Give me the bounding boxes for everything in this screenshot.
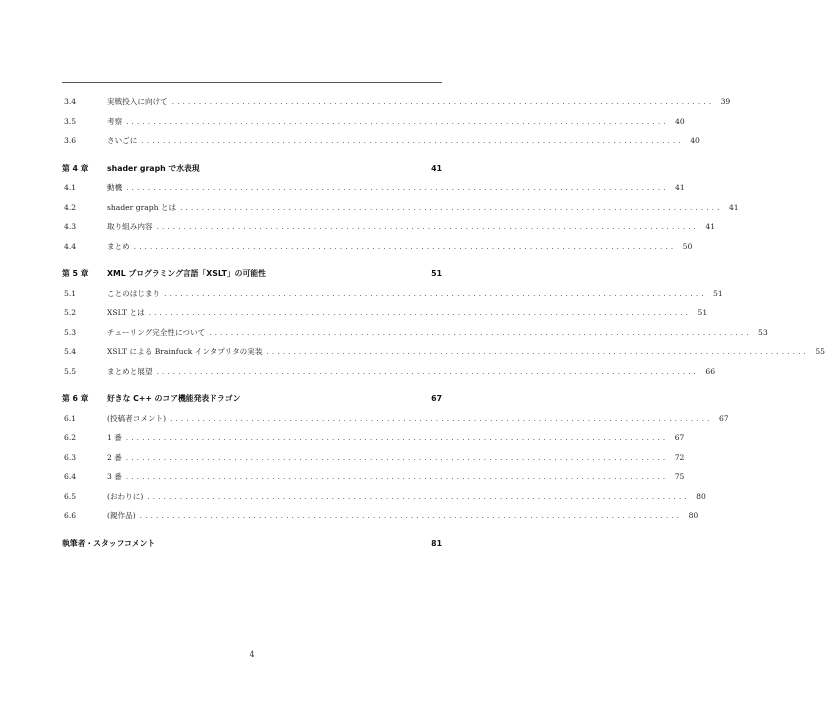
toc-entry-title: 動機 bbox=[107, 183, 123, 192]
toc-entry-title: XSLT による Brainfuck インタプリタの実装 bbox=[107, 347, 263, 356]
dot-leader: .................................................................................................... bbox=[148, 309, 692, 317]
toc-entry-page: 66 bbox=[705, 366, 716, 376]
dot-leader: .................................................................................................... bbox=[125, 434, 669, 442]
toc-entry-page: 41 bbox=[728, 202, 739, 212]
toc-entry-number: 5.1 bbox=[64, 288, 77, 298]
toc-entry-3-5[interactable] bbox=[62, 112, 685, 132]
dot-leader: .................................................................................................... bbox=[125, 453, 669, 462]
toc-entry-page: 51 bbox=[697, 308, 708, 317]
dot-leader: .................................................................................................... bbox=[139, 512, 683, 520]
toc-entry-number: 4.3 bbox=[64, 222, 77, 231]
dot-leader: .................................................................................................... bbox=[164, 289, 707, 298]
dot-leader: .................................................................................................... bbox=[147, 492, 690, 501]
toc-entry-page: 41 bbox=[705, 222, 716, 231]
toc-entry-title: shader graph とは bbox=[107, 202, 177, 212]
toc-chapter-4[interactable] bbox=[62, 159, 442, 179]
toc-entry-6-5[interactable] bbox=[62, 487, 706, 507]
toc-entry-title: 取り組み内容 bbox=[107, 222, 153, 231]
toc-entry-number: 4.2 bbox=[64, 202, 77, 212]
toc-entry-title: チューリング完全性について bbox=[107, 327, 206, 337]
toc-entry-4-4[interactable] bbox=[62, 237, 693, 257]
toc-entry-title: (おわりに) bbox=[107, 491, 144, 501]
closing-title: 執筆者・スタッフコメント bbox=[62, 538, 156, 548]
toc-entry-number: 4.4 bbox=[64, 241, 77, 251]
toc-entry-3-4[interactable] bbox=[62, 92, 731, 112]
chapter-title: shader graph で水表現 bbox=[107, 163, 200, 173]
chapter-number: 第 4 章 bbox=[62, 163, 89, 173]
toc-entry-title: XSLT とは bbox=[107, 308, 145, 317]
toc-entry-number: 3.6 bbox=[64, 136, 77, 145]
toc-entry-page: 40 bbox=[675, 116, 685, 126]
toc-chapter-5[interactable] bbox=[62, 264, 442, 284]
toc-entry-number: 6.3 bbox=[64, 452, 77, 462]
toc-entry-6-4[interactable] bbox=[62, 467, 685, 487]
toc-entry-page: 53 bbox=[758, 327, 768, 337]
page-number: 4 bbox=[249, 650, 255, 659]
toc-entry-number: 5.2 bbox=[64, 308, 77, 317]
chapter-page: 67 bbox=[431, 394, 442, 403]
dot-leader: .................................................................................................... bbox=[266, 348, 809, 356]
toc-entry-title: まとめ bbox=[107, 241, 130, 251]
toc-entry-page: 50 bbox=[682, 241, 693, 251]
toc-entry-4-2[interactable] bbox=[62, 198, 739, 218]
toc-entry-page: 39 bbox=[720, 97, 731, 106]
dot-leader: .................................................................................................... bbox=[156, 367, 700, 376]
dot-leader: .................................................................................................... bbox=[171, 98, 715, 106]
toc-entry-number: 5.5 bbox=[64, 366, 77, 376]
chapter-number: 第 6 章 bbox=[62, 394, 89, 403]
toc-entry-5-4[interactable] bbox=[62, 342, 825, 362]
toc-entry-number: 3.4 bbox=[64, 97, 77, 106]
toc-entry-5-2[interactable] bbox=[62, 303, 708, 323]
dot-leader: .................................................................................................... bbox=[126, 117, 669, 126]
toc-entry-page: 67 bbox=[674, 433, 685, 442]
toc-entry-page: 80 bbox=[688, 511, 699, 520]
toc-entry-page: 40 bbox=[690, 136, 700, 145]
toc-entry-number: 6.2 bbox=[64, 433, 77, 442]
toc-entry-title: (親作品) bbox=[107, 511, 136, 520]
dot-leader: .................................................................................................... bbox=[180, 203, 723, 212]
toc-entry-number: 4.1 bbox=[64, 183, 77, 192]
toc-entry-title: (投稿者コメント) bbox=[107, 413, 167, 423]
toc-entry-number: 6.5 bbox=[64, 491, 77, 501]
toc-entry-page: 51 bbox=[713, 288, 723, 298]
dot-leader: .................................................................................................... bbox=[133, 242, 677, 251]
dot-leader: .................................................................................................... bbox=[209, 328, 752, 337]
toc-chapter-6[interactable] bbox=[62, 389, 442, 409]
chapter-page: 51 bbox=[431, 269, 442, 278]
dot-leader: .................................................................................................... bbox=[126, 184, 669, 192]
toc-entry-title: さいごに bbox=[107, 136, 138, 145]
toc-entry-number: 3.5 bbox=[64, 116, 77, 126]
toc-entry-page: 55 bbox=[815, 347, 825, 356]
toc-entry-title: 実戦投入に向けて bbox=[107, 97, 168, 106]
toc-entry-title: まとめと展望 bbox=[107, 366, 153, 376]
toc-entry-number: 6.1 bbox=[64, 413, 77, 423]
toc-entry-page: 72 bbox=[674, 452, 685, 462]
closing-page: 81 bbox=[431, 538, 442, 548]
chapter-number: 第 5 章 bbox=[62, 269, 89, 278]
toc-entry-6-1[interactable] bbox=[62, 409, 729, 429]
toc-entry-title: 3 番 bbox=[107, 472, 122, 481]
toc-entry-6-3[interactable] bbox=[62, 448, 685, 468]
chapter-title: XML プログラミング言語「XSLT」の可能性 bbox=[107, 269, 266, 278]
toc-closing-section[interactable] bbox=[62, 534, 442, 554]
toc-entry-4-3[interactable] bbox=[62, 217, 716, 237]
dot-leader: .................................................................................................... bbox=[156, 223, 700, 231]
toc-entry-number: 6.6 bbox=[64, 511, 77, 520]
toc-entry-6-6[interactable] bbox=[62, 506, 699, 526]
toc-entry-5-3[interactable] bbox=[62, 323, 768, 343]
toc-entry-page: 75 bbox=[674, 472, 685, 481]
toc-entry-title: 2 番 bbox=[107, 452, 122, 462]
dot-leader: .................................................................................................... bbox=[170, 414, 713, 423]
chapter-title: 好きな C++ のコア機能発表ドラゴン bbox=[107, 394, 241, 403]
toc-entry-number: 5.3 bbox=[64, 327, 77, 337]
toc-entry-5-5[interactable] bbox=[62, 362, 716, 382]
toc-entry-title: 1 番 bbox=[107, 433, 122, 442]
toc-entry-3-6[interactable] bbox=[62, 131, 700, 151]
toc-entry-title: 考察 bbox=[107, 116, 123, 126]
toc-entry-page: 67 bbox=[718, 413, 729, 423]
dot-leader: .................................................................................................... bbox=[125, 473, 669, 481]
toc-entry-title: ことのはじまり bbox=[107, 288, 161, 298]
header-rule bbox=[62, 82, 442, 83]
toc-entry-number: 6.4 bbox=[64, 472, 77, 481]
table-of-contents bbox=[62, 92, 825, 553]
toc-entry-page: 41 bbox=[675, 183, 685, 192]
toc-entry-4-1[interactable] bbox=[62, 178, 685, 198]
toc-entry-6-2[interactable] bbox=[62, 428, 685, 448]
toc-entry-page: 80 bbox=[696, 491, 706, 501]
chapter-page: 41 bbox=[431, 163, 442, 173]
dot-leader: .................................................................................................... bbox=[141, 137, 684, 145]
toc-entry-5-1[interactable] bbox=[62, 284, 723, 304]
toc-entry-number: 5.4 bbox=[64, 347, 77, 356]
